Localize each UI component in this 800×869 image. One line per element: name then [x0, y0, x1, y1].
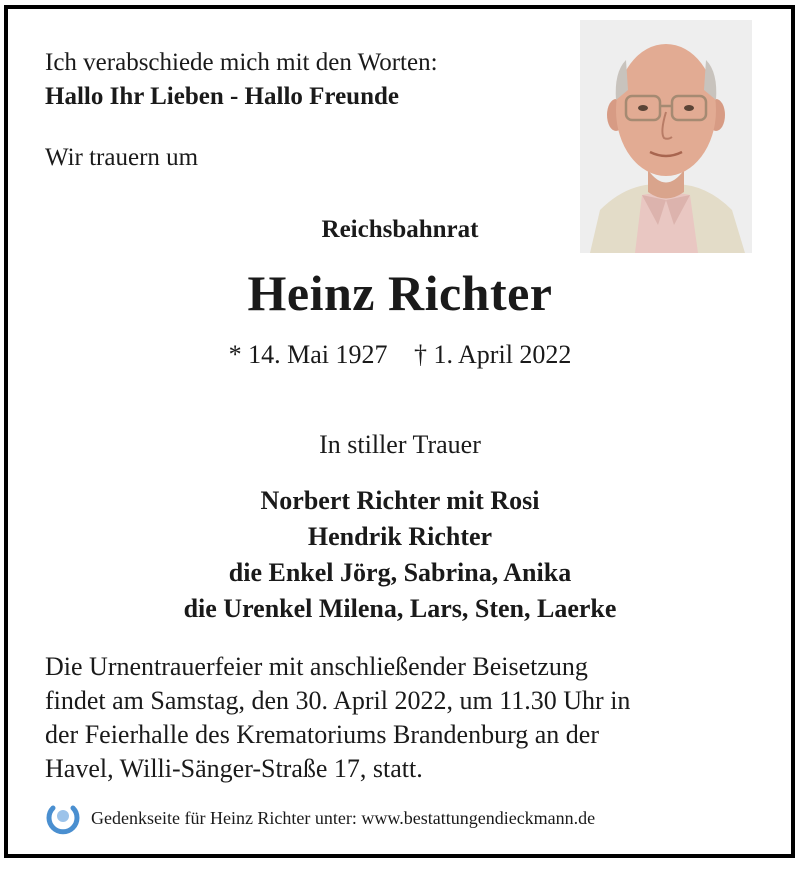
- family-member: die Urenkel Milena, Lars, Sten, Laerke: [183, 594, 617, 623]
- family-member: Norbert Richter mit Rosi: [260, 486, 540, 515]
- intro-line: Ich verabschiede mich mit den Worten:: [45, 49, 438, 76]
- mourn-line: Wir trauern um: [45, 144, 199, 171]
- deceased-title: Reichsbahnrat: [321, 216, 479, 243]
- ceremony-line: Havel, Willi-Sänger-Straße 17, statt.: [45, 754, 423, 783]
- family-member: Hendrik Richter: [307, 522, 493, 551]
- ceremony-line: der Feierhalle des Krematoriums Brandenburg an der: [45, 720, 599, 749]
- family-list: [0, 483, 800, 627]
- memorial-page-text[interactable]: Gedenkseite für Heinz Richter unter: www.bestattungendieckmann.de: [91, 807, 596, 828]
- birth-date: * 14. Mai 1927: [228, 340, 388, 369]
- ceremony-line: findet am Samstag, den 30. April 2022, um 11.30 Uhr in: [45, 686, 631, 715]
- ceremony-info: [45, 650, 765, 786]
- ceremony-line: Die Urnentrauerfeier mit anschließender Beisetzung: [45, 652, 588, 681]
- family-member: die Enkel Jörg, Sabrina, Anika: [228, 558, 572, 587]
- grief-line: In stiller Trauer: [319, 430, 481, 459]
- life-dates: [0, 340, 800, 370]
- footer-memorial-link: [45, 800, 595, 836]
- deceased-name: Heinz Richter: [247, 265, 553, 321]
- death-date: † 1. April 2022: [413, 340, 572, 369]
- farewell-quote: Hallo Ihr Lieben - Hallo Freunde: [45, 83, 399, 110]
- memorial-circle-logo-icon: [45, 800, 81, 836]
- intro-quote-block: [45, 46, 438, 114]
